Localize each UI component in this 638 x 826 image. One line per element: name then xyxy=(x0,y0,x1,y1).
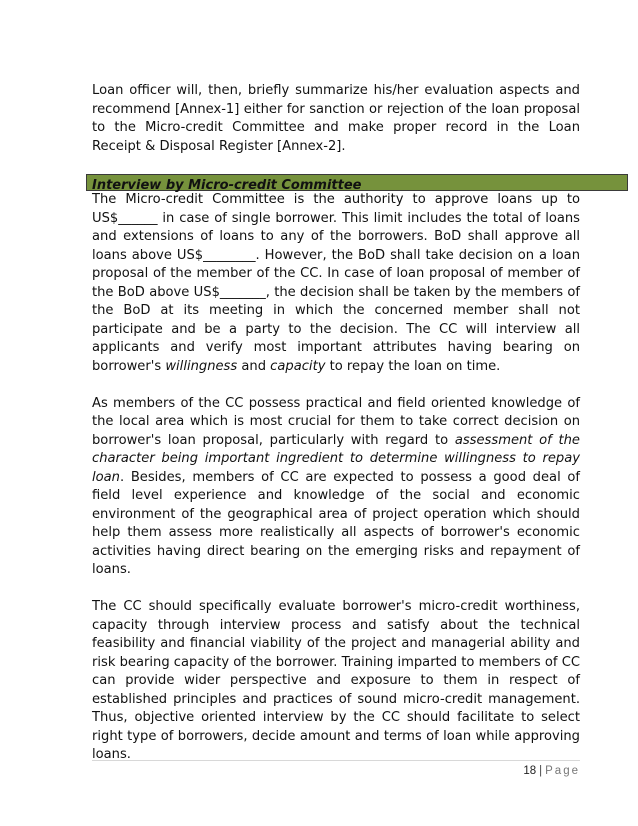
intro-paragraph: Loan officer will, then, briefly summarize his/her evaluation aspects and recommend [Annex-1] either for sanction or rejection of the loan proposal to the Micro-credit Committee and make proper record in the Loan Receipt & Disposal Register [Annex-2]. xyxy=(92,83,580,154)
paragraph-authority-text-b: and xyxy=(237,358,271,374)
paragraph-authority xyxy=(92,191,580,376)
page-footer xyxy=(523,765,580,777)
paragraph-authority-text-a: The Micro-credit Committee is the authority to approve loans up to US$______ in case of single borrower. This limit includes the total of loans and extensions of loans to any of the borrowers. BoD shall approve all loans above US$________. However, the BoD shall take decision on a loan proposal of the member of the CC. In case of loan proposal of member of the BoD above US$_______, the decision shall be taken by the members of the BoD at its meeting in which the concerned member shall not participate and be a party to the decision. The CC will interview all applicants and verify most important attributes having bearing on borrower's xyxy=(92,192,580,374)
emphasis-willingness: willingness xyxy=(165,358,238,374)
page-content xyxy=(92,82,580,765)
emphasis-capacity: capacity xyxy=(270,358,326,374)
paragraph-authority-text-c: to repay the loan on time. xyxy=(325,358,501,374)
paragraph-evaluation: The CC should specifically evaluate borrower's micro-credit worthiness, capacity through interview process and satisfy about the technical feasibility and financial viability of the project and managerial ability and risk bearing capacity of the borrower. Training imparted to members of CC can provide wider perspective and exposure to them in respect of established principles and practices of sound micro-credit management. Thus, objective oriented interview by the CC should facilitate to select right type of borrowers, decide amount and terms of loan while approving loans. xyxy=(92,599,580,762)
section-heading: Interview by Micro-credit Committee xyxy=(92,178,362,193)
paragraph-knowledge-text-b: . Besides, members of CC are expected to possess a good deal of field level experience and knowledge of the social and economic environment of the geographical area of project operation which should help them assess more realistically all aspects of borrower's economic activities having direct bearing on the emerging risks and repayment of loans. xyxy=(92,469,580,577)
paragraph-knowledge-text-a: As members of the CC possess practical and field oriented knowledge of the local area which is most crucial for them to take correct decision on borrower's loan proposal, particularly with regard to xyxy=(92,395,580,448)
footer-divider xyxy=(92,760,580,761)
page-label: Page xyxy=(545,765,580,777)
emphasis-assessment: assessment of the character being important ingredient to determine willingness to repay loan xyxy=(92,432,580,485)
paragraph-knowledge xyxy=(92,395,580,580)
footer-separator: | xyxy=(539,765,543,777)
page-number: 18 xyxy=(523,765,537,777)
section-heading-bar xyxy=(86,174,628,191)
